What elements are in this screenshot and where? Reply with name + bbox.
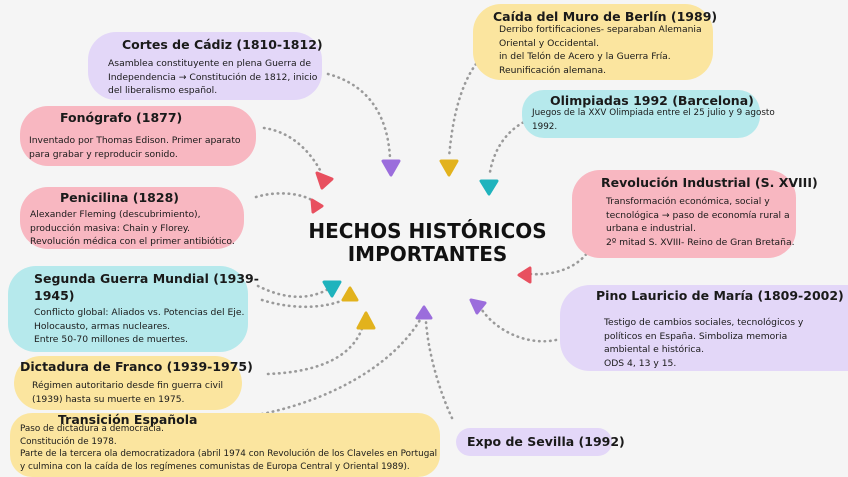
node-segunda-guerra-mundial-title: Segunda Guerra Mundial (1939- 1945) (34, 271, 259, 303)
connector-pino (482, 310, 556, 341)
arrowhead-guerra-b (343, 288, 357, 300)
arrowhead-franco (358, 313, 374, 328)
connector-cadiz (328, 74, 390, 158)
central-title: HECHOS HISTÓRICOS IMPORTANTES (308, 219, 547, 266)
node-revolucion-industrial-text: Transformación económica, social y tecnológica → paso de economía rural a urbana e industrial. 2º mitad S. XVIII- Reino de Gran Bretaña. (606, 196, 795, 248)
connector-penicilina (256, 193, 315, 202)
connector-fonografo (264, 128, 320, 170)
arrowhead-transicion (417, 307, 431, 318)
connector-sevilla (426, 322, 452, 418)
arrowhead-penicilina (312, 200, 322, 212)
connector-guerra-b (262, 298, 347, 307)
node-pino-lauricio-text: Testigo de cambios sociales, tecnológicos y políticos en España. Simboliza memoria ambiental e histórica. ODS 4, 13 y 15. (604, 317, 804, 369)
node-olimpiadas-1992-text: Juegos de la XXV Olimpiada entre el 25 julio y 9 agosto 1992. (532, 108, 775, 132)
node-revolucion-industrial-title: Revolución Industrial (S. XVIII) (601, 175, 818, 190)
node-segunda-guerra-mundial-text: Conflicto global: Aliados vs. Potencias del Eje. Holocausto, armas nucleares. Entre 50-70 millones de muertes. (34, 307, 245, 345)
connector-olimpiadas (490, 120, 528, 172)
node-penicilina-title: Penicilina (1828) (60, 190, 179, 205)
arrowhead-berlin (441, 161, 457, 175)
node-transicion-espanola-title: Transición Española (58, 412, 198, 427)
connector-franco (268, 322, 364, 374)
arrowhead-cadiz (383, 161, 399, 175)
node-cortes-de-cadiz-title: Cortes de Cádiz (1810-1812) (122, 37, 323, 52)
node-penicilina-text: Alexander Fleming (descubrimiento), producción masiva: Chain y Florey. Revolución médica con el primer antibiótico. (30, 209, 235, 247)
node-pino-lauricio-title: Pino Lauricio de María (1809-2002) (596, 288, 844, 303)
node-dictadura-de-franco-text: Régimen autoritario desde fin guerra civil (1939) hasta su muerte en 1975. (32, 380, 224, 405)
connector-transicion (262, 320, 420, 414)
arrowhead-guerra-a (324, 282, 340, 296)
node-dictadura-de-franco-title: Dictadura de Franco (1939-1975) (20, 359, 253, 374)
node-fonografo-text: Inventado por Thomas Edison. Primer aparato para grabar y reproducir sonido. (29, 135, 241, 160)
node-transicion-espanola-text: Paso de dictadura a democracia. Constitución de 1978. Parte de la tercera ola democratizadora (abril 1974 con Revolución de los Claveles en Portugal y culmina con la caída de los regímenes comunistas de Europa Central y Oriental 1989). (20, 424, 438, 472)
arrowhead-industrial (519, 268, 530, 282)
node-caida-muro-berlin-text: Derribo fortificaciones- separaban Alemania Oriental y Occidental. in del Telón de Acero y la Guerra Fría. Reunificación alemana. (499, 24, 702, 76)
node-fonografo-title: Fonógrafo (1877) (60, 110, 183, 125)
connector-guerra-a (258, 286, 330, 297)
arrowhead-fonografo (317, 173, 332, 188)
arrowhead-olimpiadas (481, 181, 497, 194)
connector-berlin (449, 64, 476, 158)
node-cortes-de-cadiz-text: Asamblea constituyente en plena Guerra de Independencia → Constitución de 1812, inicio del liberalismo español. (108, 58, 318, 96)
node-caida-muro-berlin-title: Caída del Muro de Berlín (1989) (493, 9, 718, 24)
node-expo-sevilla-title: Expo de Sevilla (1992) (467, 434, 625, 449)
node-olimpiadas-1992-title: Olimpiadas 1992 (Barcelona) (550, 93, 754, 108)
